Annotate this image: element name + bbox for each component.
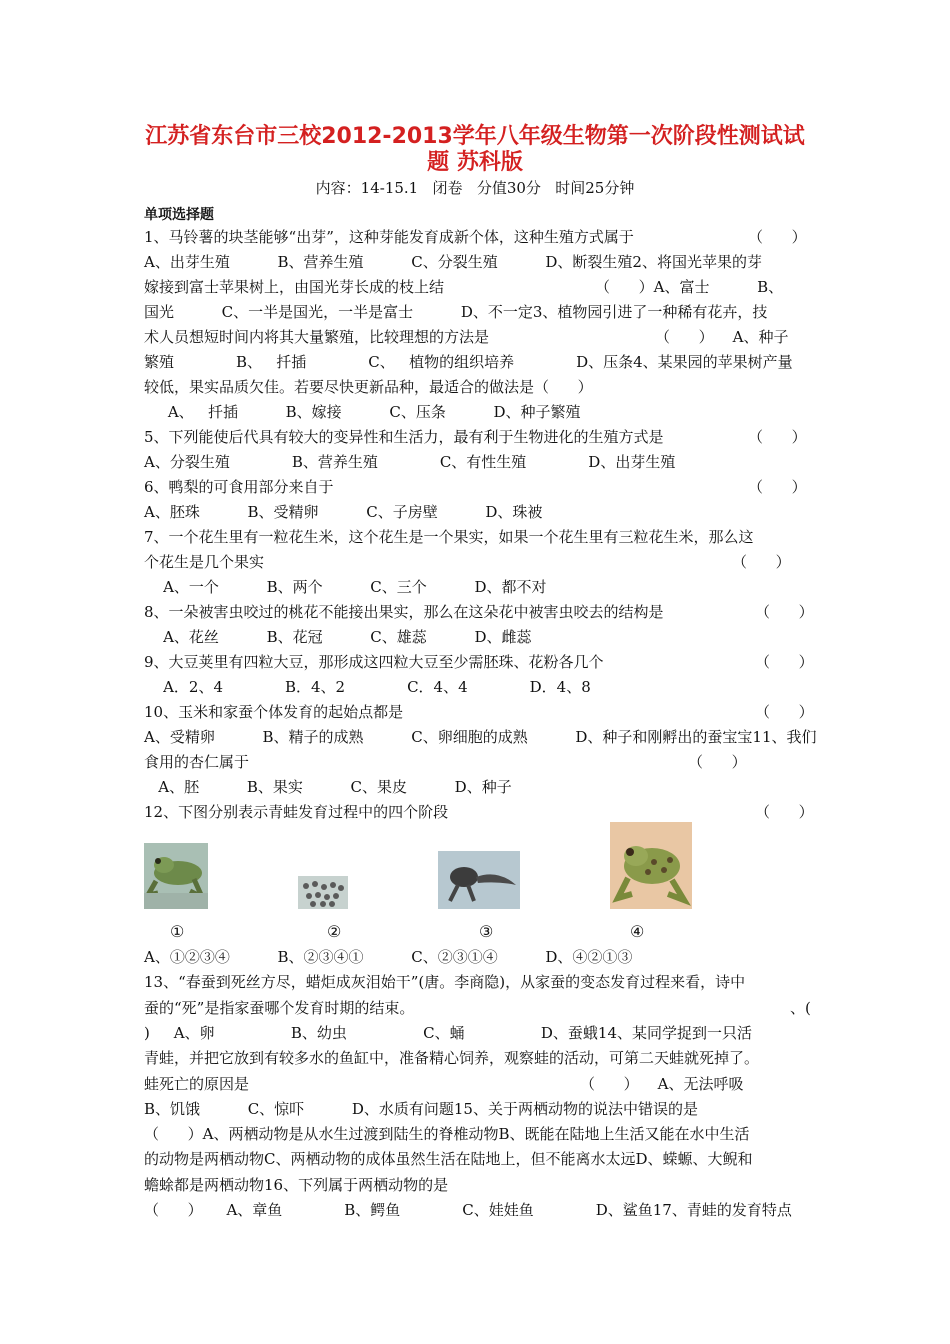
- text-line: A、 扦插 B、嫁接 C、压条 D、种子繁殖: [144, 403, 581, 421]
- text-line: 个花生是几个果实: [144, 553, 265, 571]
- text-line: 蛙死亡的原因是: [144, 1074, 250, 1093]
- section-heading: 单项选择题: [144, 207, 214, 223]
- answer-bracket: （ ）: [732, 553, 791, 571]
- tadpole-image: [438, 851, 520, 909]
- figure-label-2: ②: [327, 922, 342, 941]
- text-line: 1、马铃薯的块茎能够“出芽”，这种芽能发育成新个体，这种生殖方式属于: [144, 228, 634, 246]
- text-line: 5、下列能使后代具有较大的变异性和生活力，最有利于生物进化的生殖方式是: [144, 428, 664, 446]
- text-line: 术人员想短时间内将其大量繁殖，比较理想的方法是: [144, 328, 490, 346]
- text-line: 蟾蜍都是两栖动物16、下列属于两栖动物的是: [144, 1175, 449, 1194]
- text-line: 13、“春蚕到死丝方尽，蜡炬成灰泪始干”(唐。李商隐)，从家蚕的变态发育过程来看，诗中: [144, 973, 746, 992]
- text-line: （ ） A、章鱼 B、鳄鱼 C、娃娃鱼 D、鲨鱼17、青蛙的发育特点: [144, 1201, 792, 1219]
- frog-eggs-image: [298, 876, 348, 909]
- text-line: A、一个 B、两个 C、三个 D、都不对: [144, 578, 547, 596]
- text-line: ) A、卵 B、幼虫 C、蛹 D、蚕蛾14、某同学捉到一只活: [144, 1023, 753, 1042]
- document-title-line2: 题 苏科版: [427, 150, 523, 175]
- answer-bracket: （ ）: [755, 703, 814, 721]
- answer-bracket: （ ） A、种子: [655, 328, 789, 346]
- text-line: A、花丝 B、花冠 C、雄蕊 D、雌蕊: [144, 628, 532, 646]
- answer-bracket: （ ）: [755, 803, 814, 821]
- frog-juvenile-image: [610, 822, 692, 909]
- text-line: 6、鸭梨的可食用部分来自于: [144, 478, 334, 496]
- text-line: A、①②③④ B、②③④① C、②③①④ D、④②①③: [144, 948, 633, 966]
- text-line: A、胚珠 B、受精卵 C、子房壁 D、珠被: [144, 503, 543, 521]
- text-line: 9、大豆荚里有四粒大豆，那形成这四粒大豆至少需胚珠、花粉各几个: [144, 653, 604, 671]
- text-line: A、胚 B、果实 C、果皮 D、种子: [144, 778, 512, 796]
- text-line: 12、下图分别表示青蛙发育过程中的四个阶段: [144, 803, 449, 821]
- figure-label-1: ①: [170, 922, 185, 941]
- figure-label-4: ④: [630, 922, 645, 941]
- text-line: 国光 C、一半是国光，一半是富士 D、不一定3、植物园引进了一种稀有花卉，技: [144, 303, 768, 321]
- answer-bracket: （ ）: [748, 478, 807, 496]
- answer-bracket: （ ）: [755, 603, 814, 621]
- text-line: A．2、4 B．4、2 C．4、4 D．4、8: [144, 678, 591, 696]
- text-line: 较低，果实品质欠佳。若要尽快更新品种，最适合的做法是（ ）: [144, 378, 593, 396]
- answer-bracket: 、(: [790, 998, 811, 1017]
- answer-bracket: （ ）: [755, 653, 814, 671]
- figure-label-3: ③: [479, 922, 494, 941]
- frog-adult-image: [144, 843, 208, 909]
- text-line: A、分裂生殖 B、营养生殖 C、有性生殖 D、出芽生殖: [144, 453, 676, 471]
- document-title-line1: 江苏省东台市三校2012-2013学年八年级生物第一次阶段性测试试: [145, 124, 805, 149]
- text-line: 10、玉米和家蚕个体发育的起始点都是: [144, 703, 404, 721]
- text-line: 繁殖 B、 扦插 C、 植物的组织培养 D、压条4、某果园的苹果树产量: [144, 353, 793, 371]
- text-line: 嫁接到富士苹果树上，由国光芽长成的枝上结: [144, 278, 445, 296]
- text-line: A、出芽生殖 B、营养生殖 C、分裂生殖 D、断裂生殖2、将国光苹果的芽: [144, 253, 762, 271]
- answer-bracket: （ ）: [748, 228, 807, 246]
- answer-bracket: （ ）: [748, 428, 807, 446]
- text-line: 8、一朵被害虫咬过的桃花不能接出果实，那么在这朵花中被害虫咬去的结构是: [144, 603, 664, 621]
- text-line: 食用的杏仁属于: [144, 753, 250, 771]
- text-line: 的动物是两栖动物C、两栖动物的成体虽然生活在陆地上，但不能离水太远D、蝾螈、大鲵和: [144, 1150, 753, 1169]
- text-line: 蚕的“死”是指家蚕哪个发育时期的结束。: [144, 998, 415, 1017]
- text-line: 7、一个花生里有一粒花生米，这个花生是一个果实，如果一个花生里有三粒花生米，那么这: [144, 528, 754, 546]
- answer-bracket: （ ） A、无法呼吸: [580, 1074, 744, 1093]
- answer-bracket: （ ）A、富士 B、: [595, 278, 784, 296]
- text-line: 青蛙，并把它放到有较多水的鱼缸中，准备精心饲养，观察蛙的活动，可第二天蛙就死掉了。: [144, 1049, 760, 1068]
- answer-bracket: （ ）: [688, 753, 747, 771]
- text-line: A、受精卵 B、精子的成熟 C、卵细胞的成熟 D、种子和刚孵出的蚕宝宝11、我们: [144, 728, 817, 746]
- text-line: （ ）A、两栖动物是从水生过渡到陆生的脊椎动物B、既能在陆地上生活又能在水中生活: [144, 1125, 750, 1144]
- document-subtitle: 内容：14-15.1 闭卷 分值30分 时间25分钟: [315, 179, 635, 197]
- text-line: B、饥饿 C、惊吓 D、水质有问题15、关于两栖动物的说法中错误的是: [144, 1099, 698, 1118]
